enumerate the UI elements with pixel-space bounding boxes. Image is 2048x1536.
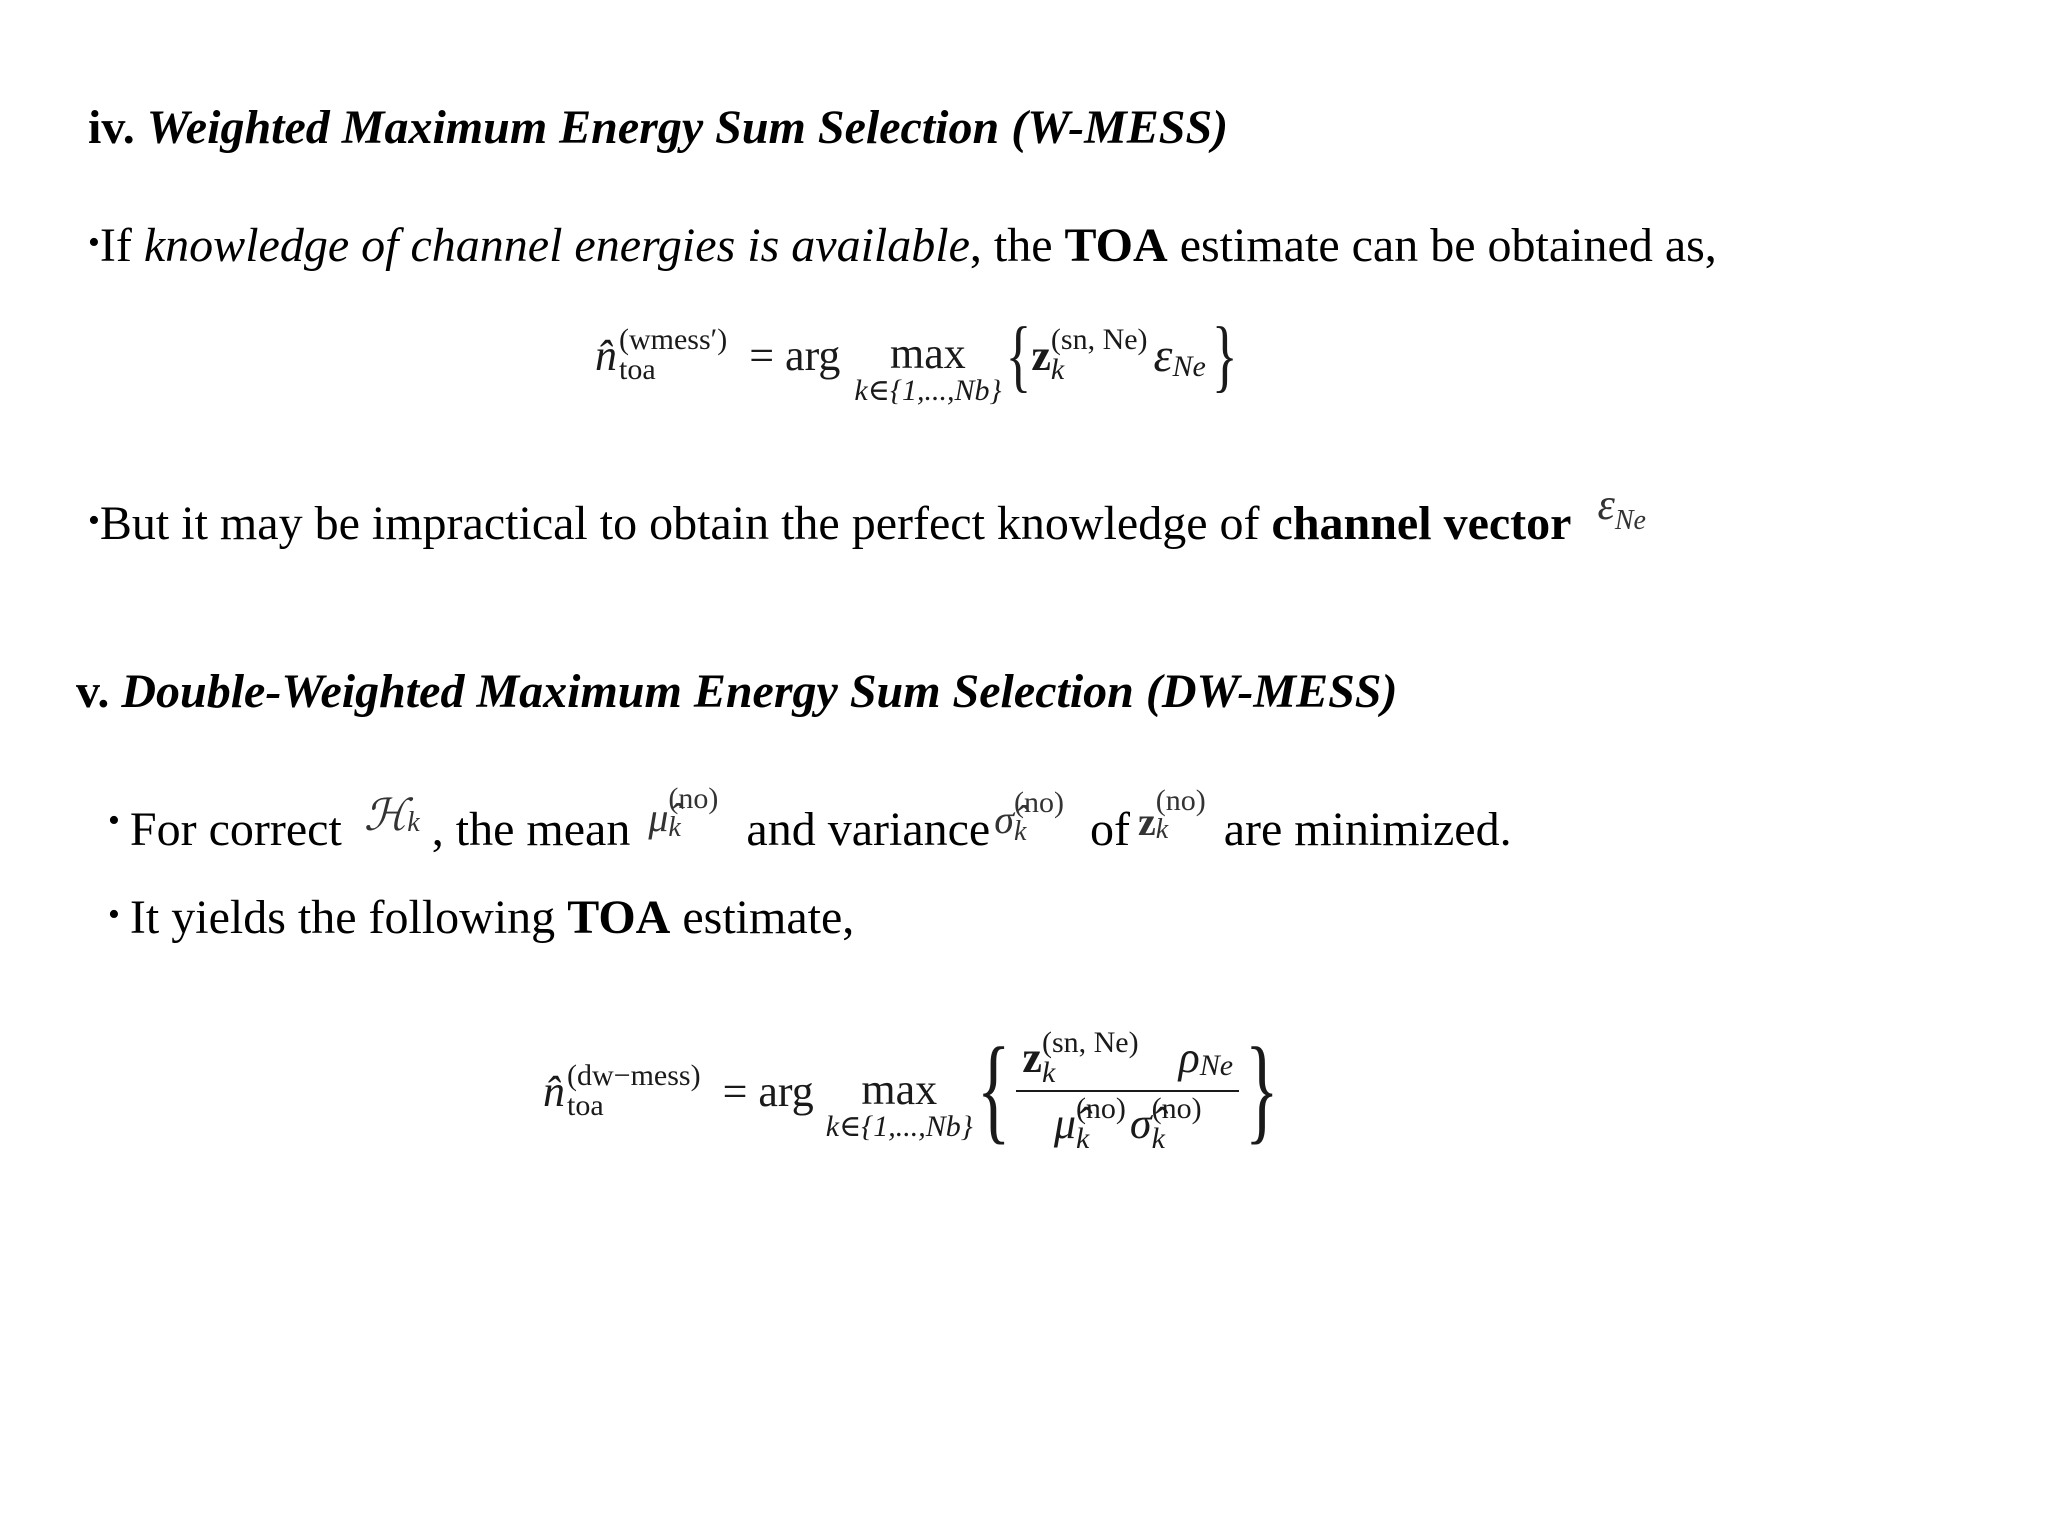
- equation-wmess: [595, 310, 1238, 407]
- bullet4-text-pre: It yields the following: [129, 891, 568, 944]
- bullet2-bold-channel-vector: channel vector: [1271, 497, 1572, 550]
- bullet4-bold-toa: TOA: [567, 891, 671, 944]
- eq1-z: z: [1031, 330, 1051, 380]
- section-iv-numeral: iv.: [88, 101, 135, 154]
- eq2-denominator: [1048, 1094, 1208, 1154]
- bullet3-z-sub: k: [1155, 814, 1169, 845]
- bullet2-epsilon: ε: [1597, 480, 1615, 529]
- bullet1-text-post: estimate can be obtained as,: [1167, 219, 1717, 272]
- bullet1-text-pre: If: [99, 219, 144, 272]
- eq2-num-rho-sub: Ne: [1199, 1049, 1234, 1082]
- eq2-fraction: [1016, 1028, 1239, 1154]
- eq1-lhs-base: n̂: [595, 330, 617, 380]
- eq1-open-brace: {: [1005, 310, 1032, 400]
- eq1-lhs: [595, 325, 727, 385]
- eq2-num-z-sub: k: [1041, 1056, 1056, 1089]
- eq1-lhs-sub: toa: [619, 353, 656, 386]
- eq2-lhs-sup: (dw−mess): [567, 1059, 701, 1092]
- eq1-lhs-sup: (wmess′): [619, 323, 728, 356]
- bullet3-mu-sub: k: [668, 812, 681, 843]
- eq2-num-z-sup: (sn, Ne): [1041, 1026, 1139, 1059]
- bullet3-text-2: , the mean: [431, 802, 631, 856]
- eq1-max: max: [890, 329, 966, 378]
- eq2-num-rho: ρ: [1178, 1033, 1200, 1082]
- bullet-marker: •: [88, 502, 100, 539]
- bullet-impractical: [88, 480, 1646, 551]
- eq2-den-mu: μ̂: [1053, 1099, 1076, 1148]
- section-v-numeral: v.: [76, 665, 110, 718]
- eq2-lhs: [543, 1061, 701, 1121]
- eq1-close-brace: }: [1211, 310, 1238, 400]
- eq2-lhs-base: n̂: [543, 1066, 565, 1116]
- eq2-numerator: [1016, 1028, 1239, 1088]
- bullet3-sigma: σ̂: [994, 796, 1014, 842]
- bullet3-sigma-sup: (no): [1013, 786, 1064, 819]
- bullet2-epsilon-sub: Ne: [1614, 505, 1646, 536]
- bullet3-text-3: and variance: [746, 802, 991, 856]
- eq2-num-z: z: [1022, 1033, 1042, 1082]
- bullet3-text-5: are minimized.: [1223, 802, 1512, 856]
- eq2-open-brace: {: [976, 1024, 1011, 1156]
- bullet3-z-sup: (no): [1155, 784, 1206, 817]
- eq1-z-sub: k: [1050, 353, 1065, 386]
- eq2-fraction-bar: [1016, 1090, 1239, 1092]
- bullet4-text-post: estimate,: [670, 891, 855, 944]
- bullet3-h-sub: k: [407, 807, 420, 838]
- eq2-close-brace: }: [1245, 1024, 1279, 1156]
- eq2-max-sub: k∈{1,...,Nb}: [825, 1110, 973, 1143]
- bullet3-mu-sup: (no): [668, 782, 719, 815]
- equation-dwmess: [543, 1024, 1279, 1156]
- eq1-epsilon-sub: Ne: [1172, 350, 1206, 383]
- eq2-den-sigma: σ̂: [1129, 1099, 1152, 1148]
- eq2-max-operator: [825, 1065, 973, 1143]
- eq2-max: max: [861, 1065, 938, 1114]
- bullet1-italic: knowledge of channel energies is available: [143, 219, 970, 272]
- section-v-title: Double-Weighted Maximum Energy Sum Selection (DW-MESS): [121, 665, 1398, 718]
- bullet3-text-1: For correct: [129, 802, 342, 856]
- bullet3-h-symbol: ℋ: [363, 790, 408, 840]
- bullet-marker: •: [108, 896, 120, 933]
- eq2-den-mu-sup: (no): [1075, 1092, 1126, 1125]
- eq1-max-sub: k∈{1,...,Nb}: [854, 374, 1002, 407]
- section-iv-title: Weighted Maximum Energy Sum Selection (W-MESS): [146, 101, 1229, 154]
- bullet1-text-mid: , the: [969, 219, 1065, 272]
- bullet-correct-hk: [108, 782, 1512, 858]
- eq1-z-sup: (sn, Ne): [1050, 323, 1148, 356]
- section-iv-heading: [88, 100, 1228, 155]
- section-v-heading: [76, 664, 1397, 719]
- eq1-equals-arg: = arg: [749, 330, 841, 380]
- bullet3-text-4: of: [1089, 802, 1130, 856]
- eq2-den-mu-sub: k: [1075, 1122, 1090, 1155]
- bullet-marker: •: [88, 224, 100, 261]
- bullet1-bold-toa: TOA: [1064, 219, 1168, 272]
- eq2-den-sigma-sub: k: [1151, 1122, 1165, 1155]
- bullet3-sigma-sub: k: [1013, 816, 1027, 847]
- eq2-equals-arg: = arg: [722, 1066, 814, 1116]
- bullet-marker: •: [108, 802, 120, 839]
- bullet-yields-toa: [108, 890, 854, 945]
- eq2-den-sigma-sup: (no): [1151, 1092, 1202, 1125]
- eq1-max-operator: [854, 329, 1002, 407]
- bullet3-mu: μ̂: [648, 794, 669, 840]
- eq1-epsilon: ε: [1153, 328, 1173, 382]
- eq2-lhs-sub: toa: [567, 1089, 604, 1122]
- bullet2-text: But it may be impractical to obtain the perfect knowledge of: [99, 497, 1272, 550]
- bullet-channel-energies: [88, 218, 1717, 273]
- bullet3-z: z: [1137, 798, 1156, 844]
